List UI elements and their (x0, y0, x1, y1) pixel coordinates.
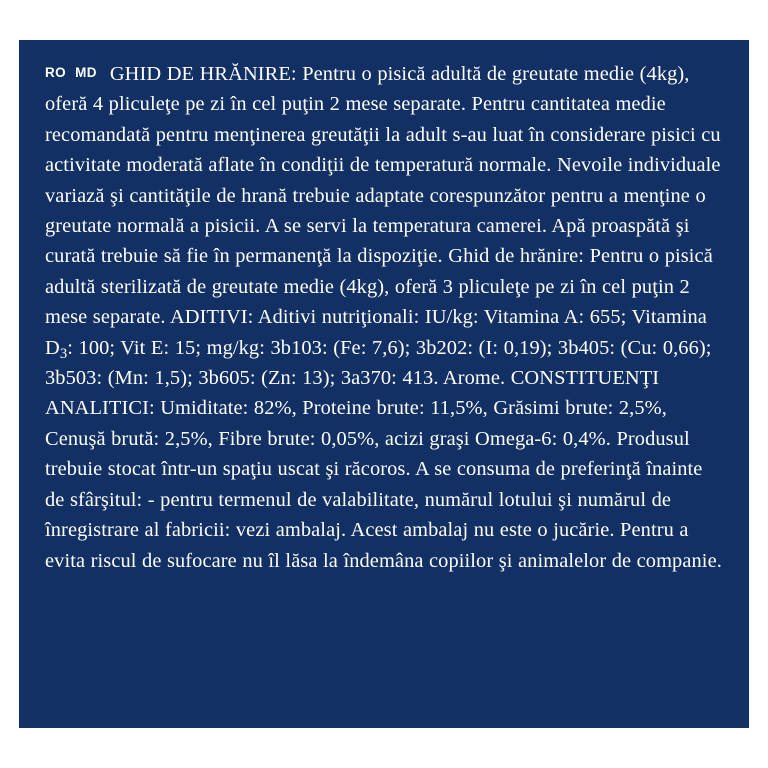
language-badge-ro: RO (45, 65, 67, 80)
vitamin-d-subscript: 3 (59, 345, 68, 362)
additives-intro: Aditivi nutriţionali: IU/kg: Vitamina A: 655; Vitamina D (45, 306, 707, 359)
additives-rest: : 100; Vit E: 15; mg/kg: 3b103: (Fe: 7,6); 3b202: (I: 0,19); 3b405: (Cu: 0,66); 3b503: (Mn: 1,5); 3b605: (Zn: 13); 3a370: 413. Arome. (45, 336, 712, 390)
language-badge-group (45, 63, 106, 85)
storage-text: Produsul trebuie stocat într-un spaţiu uscat şi răcoros. A se consuma de preferinţă înainte de sfârşitul: - pentru termenul de valabilitate, numărul lotului şi numărul de înregistrare al fabricii: vezi ambalaj. Acest ambalaj nu este o jucărie. Pentru a evita riscul de sufocare nu îl lăsa la îndemâna copiilor şi animalelor de companie. (45, 427, 722, 572)
analytical-heading: CONSTITUENŢI ANALITICI: (45, 367, 660, 420)
feeding-guide-body: Pentru o pisică adultă de greutate medie (4kg), oferă 4 pliculeţe pe zi în cel puţin 2 mese separate. Pentru cantitatea medie recomandată pentru menţinerea greutăţii la adult s-au luat în considerare pisici cu activitate moderată aflate în condiţii de temperatură normale. Nevoile individuale variază şi cantităţile de hrană trebuie adaptate corespunzător pentru a menţine o greutate normală a pisicii. A se servi la temperatura camerei. Apă proaspătă şi curată trebuie să fie în permanenţă la dispoziţie. Ghid de hrănire: Pentru o pisică adultă sterilizată de greutate medie (4kg), oferă 3 pliculeţe pe zi în cel puţin 2 mese separate. (45, 63, 721, 329)
feeding-guide-heading: GHID DE HRĂNIRE: (109, 63, 297, 85)
feeding-guide-text (45, 58, 725, 576)
additives-heading: ADITIVI: (169, 306, 254, 329)
analytical-values: Umiditate: 82%, Proteine brute: 11,5%, Grăsimi brute: 2,5%, Cenuşă brută: 2,5%, Fibre brute: 0,05%, acizi graşi Omega-6: 0,4%. (45, 397, 667, 450)
language-badge-md: MD (75, 65, 97, 80)
packaging-info-panel (19, 40, 749, 728)
